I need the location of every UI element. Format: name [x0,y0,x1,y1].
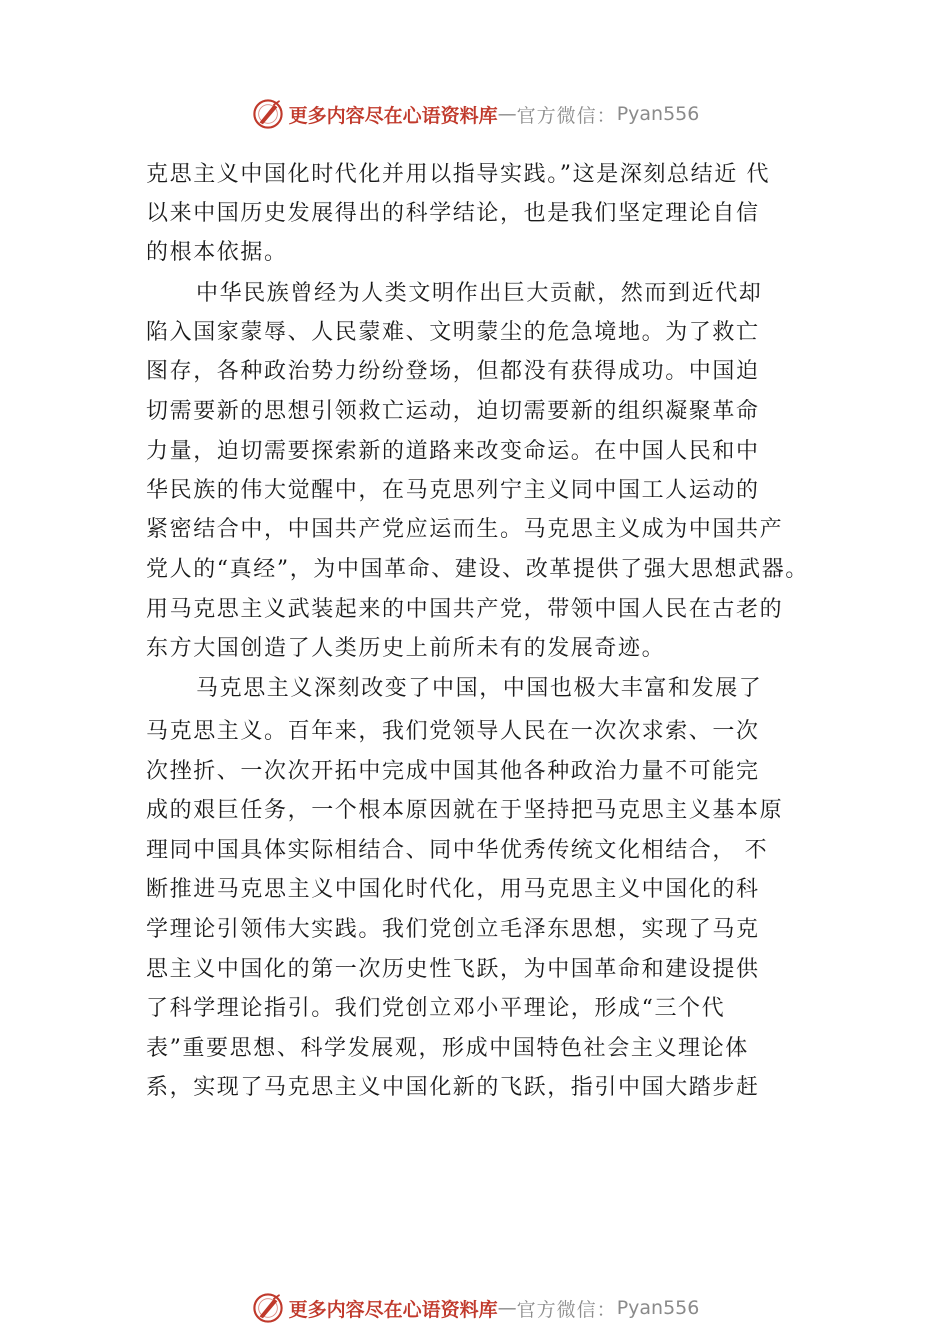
watermark-brand: 更多内容尽在心语资料库 [288,1298,498,1321]
text-line: 马克思主义。百年来，我们党领导人民在一次次求索、一次 [146,719,760,744]
text-line: 思主义中国化的第一次历史性飞跃，为中国革命和建设提供 [146,957,760,982]
footer-watermark [0,1288,950,1328]
text-line: 党人的“真经”，为中国革命、建设、改革提供了强大思想武器。 [146,557,809,582]
watermark-wechat-id: Pyan556 [616,1297,700,1319]
text-line: 切需要新的思想引领救亡运动，迫切需要新的组织凝聚革命 [146,399,760,424]
text-line: 陷入国家蒙辱、人民蒙难、文明蒙尘的危急境地。为了救亡 [146,320,760,345]
text-line: 学理论引领伟大实践。我们党创立毛泽东思想，实现了马克 [146,917,760,942]
watermark-official-label: 官方微信： [516,1298,617,1321]
text-line: 系，实现了马克思主义中国化新的飞跃，指引中国大踏步赶 [146,1075,760,1100]
quill-seal-icon [251,1291,285,1325]
watermark-brand: 更多内容尽在心语资料库 [288,104,498,127]
text-line: 力量，迫切需要探索新的道路来改变命运。在中国人民和中 [146,439,760,464]
text-line: 中华民族曾经为人类文明作出巨大贡献，然而到近代却 [196,281,763,306]
text-line: 的根本依据。 [146,240,288,265]
watermark-wechat-id: Pyan556 [616,103,700,125]
text-line: 华民族的伟大觉醒中，在马克思列宁主义同中国工人运动的 [146,478,760,503]
text-line: 用马克思主义武装起来的中国共产党，带领中国人民在古老的 [146,597,784,622]
watermark-separator: — [497,103,517,125]
text-line: 以来中国历史发展得出的科学结论，也是我们坚定理论自信 [146,201,760,226]
text-line: 表”重要思想、科学发展观，形成中国特色社会主义理论体 [146,1036,749,1061]
text-line: 东方大国创造了人类历史上前所未有的发展奇迹。 [146,636,666,661]
watermark-official-label: 官方微信： [516,104,617,127]
header-watermark [0,94,950,134]
quill-seal-icon [251,97,285,131]
watermark-separator: — [497,1297,517,1319]
text-line: 理同中国具体实际相结合、同中华优秀传统文化相结合， 不 [146,838,769,863]
text-line: 紧密结合中，中国共产党应运而生。马克思主义成为中国共产 [146,517,784,542]
text-line: 成的艰巨任务，一个根本原因就在于坚持把马克思主义基本原 [146,798,784,823]
text-line: 图存，各种政治势力纷纷登场，但都没有获得成功。中国迫 [146,359,760,384]
text-line: 克思主义中国化时代化并用以指导实践。”这是深刻总结近 代 [146,162,771,187]
text-line: 断推进马克思主义中国化时代化，用马克思主义中国化的科 [146,877,760,902]
text-line: 次挫折、一次次开拓中完成中国其他各种政治力量不可能完 [146,759,760,784]
text-line: 马克思主义深刻改变了中国，中国也极大丰富和发展了 [196,676,763,701]
text-line: 了科学理论指引。我们党创立邓小平理论，形成“三个代 [146,996,726,1021]
